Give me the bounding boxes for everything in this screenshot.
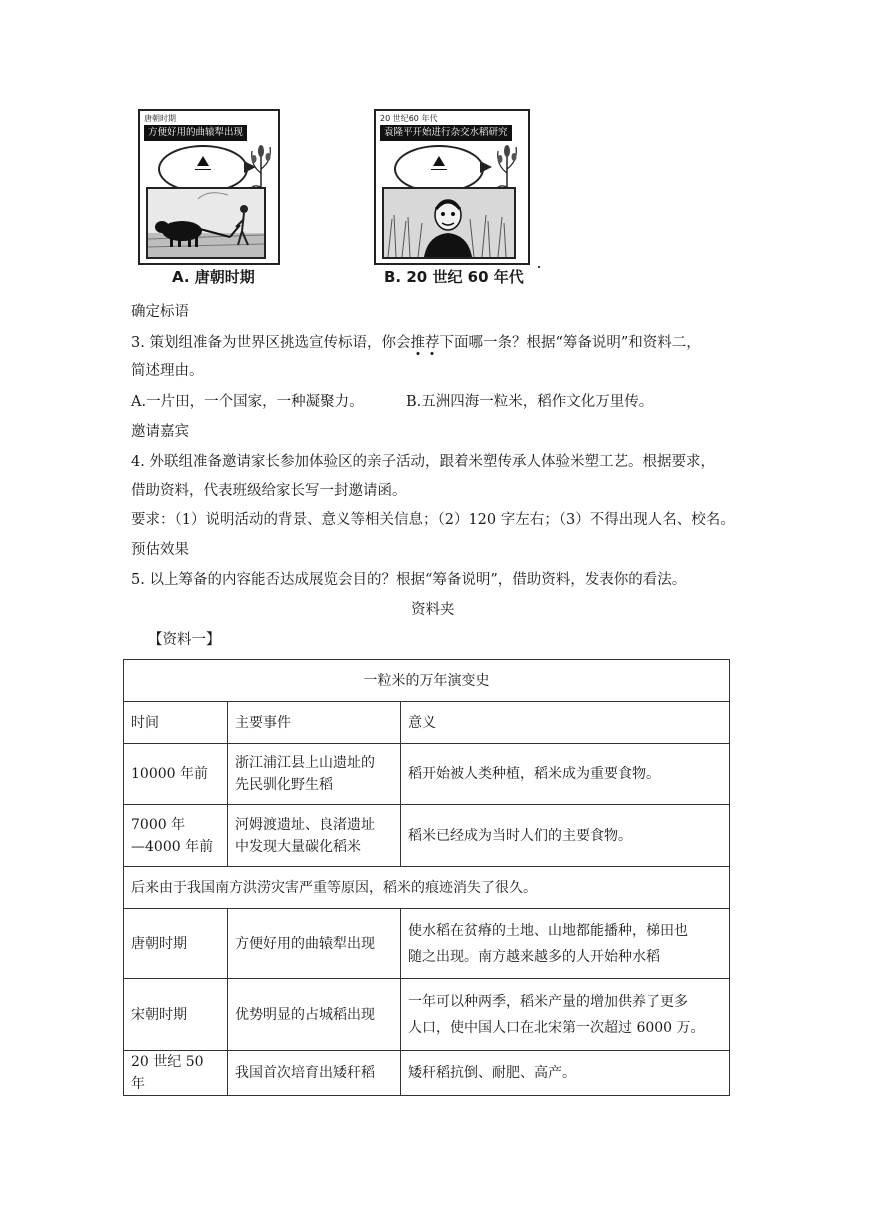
cell-meaning — [401, 909, 730, 979]
triangle-icon — [433, 156, 445, 166]
speech-bubble — [158, 145, 248, 193]
cell-event — [228, 805, 401, 867]
question-4-line-1: 4. 外联组准备邀请家长参加体验区的亲子活动，跟着米塑传承人体验米塑工艺。根据要求， — [131, 454, 715, 470]
plowing-scene — [146, 187, 266, 259]
cell-line: 矮秆稻抗倒、耐肥、高产。 — [408, 1065, 576, 1081]
speech-bubble — [394, 145, 484, 193]
question-3-emphasis — [410, 335, 439, 351]
table-row — [124, 979, 730, 1051]
option-a: A.一片田，一个国家，一种凝聚力。 — [131, 394, 364, 410]
cell-span-note: 后来由于我国南方洪涝灾害严重等原因，稻米的痕迹消失了很久。 — [124, 867, 730, 909]
cell-line: 7000 年 — [131, 816, 186, 833]
cell-event — [228, 1051, 401, 1096]
question-4-requirements: 要求：（1）说明活动的背景、意义等相关信息；（2）120 字左右；（3）不得出现人名、校名。 — [131, 512, 735, 528]
cell-line: 10000 年前 — [131, 766, 208, 782]
cell-line: 宋朝时期 — [131, 1006, 187, 1023]
triangle-icon — [197, 156, 209, 166]
stray-mark — [538, 266, 540, 268]
table-row — [124, 805, 730, 867]
cell-line: 一年可以种两季，稻米产量的增加供养了更多 — [408, 993, 688, 1010]
question-4-line-2: 借助资料，代表班级给家长写一封邀请函。 — [131, 483, 407, 499]
header-meaning: 意义 — [401, 702, 730, 744]
table-title-row — [124, 660, 730, 702]
question-3-line-2: 简述理由。 — [131, 363, 204, 379]
emphasis-char-1: 推 — [410, 335, 425, 351]
cell-meaning — [401, 1051, 730, 1096]
material-one-label: 【资料一】 — [148, 632, 221, 648]
emphasis-char-2: 荐 — [424, 335, 440, 351]
cell-line: 稻开始被人类种植，稻米成为重要食物。 — [408, 766, 660, 782]
figure-caption-b: B. 20 世纪 60 年代 — [384, 268, 524, 286]
question-3-line-1 — [131, 333, 701, 353]
cell-time — [124, 805, 228, 867]
cell-meaning — [401, 744, 730, 805]
cell-line: 稻米已经成为当时人们的主要食物。 — [408, 827, 632, 844]
portrait-illustration — [384, 189, 514, 257]
cell-line: 优势明显的占城稻出现 — [235, 1006, 375, 1023]
header-event: 主要事件 — [228, 702, 401, 744]
cell-event — [228, 744, 401, 805]
cell-meaning — [401, 805, 730, 867]
cell-line: 唐朝时期 — [131, 935, 187, 952]
cell-line: 人口，使中国人口在北宋第一次超过 6000 万。 — [408, 1019, 705, 1036]
cell-line: 我国首次培育出矮秆稻 — [235, 1065, 375, 1081]
folder-title: 资料夹 — [411, 602, 455, 618]
cell-line: 方便好用的曲辕犁出现 — [235, 935, 375, 952]
table-row — [124, 1051, 730, 1096]
blank-line — [431, 169, 447, 170]
figure-era-label: 唐朝时期 — [144, 114, 176, 123]
blank-line — [195, 169, 211, 170]
question-5-line: 5. 以上筹备的内容能否达成展览会目的？根据“筹备说明”，借助资料，发表你的看法。 — [131, 572, 687, 588]
question-3-text-a: 3. 策划组准备为世界区挑选宣传标语，你会 — [131, 335, 411, 351]
effect-heading: 预估效果 — [131, 542, 189, 558]
cell-event — [228, 909, 401, 979]
cell-meaning — [401, 979, 730, 1051]
header-time: 时间 — [124, 702, 228, 744]
table-row — [124, 744, 730, 805]
option-b: B.五洲四海一粒米，稻作文化万里传。 — [406, 394, 654, 410]
rice-field-portrait — [382, 187, 516, 259]
cell-line: 浙江浦江县上山遗址的 — [235, 755, 375, 771]
table-title: 一粒米的万年演变史 — [124, 660, 730, 702]
ox-plow-illustration — [148, 189, 264, 257]
figure-caption-a: A. 唐朝时期 — [172, 268, 255, 286]
cell-time — [124, 744, 228, 805]
figure-card-a — [138, 109, 280, 265]
table-row — [124, 909, 730, 979]
cell-line: 20 世纪 50 年 — [131, 1054, 204, 1092]
cell-time — [124, 1051, 228, 1096]
cell-line: —4000 年前 — [131, 838, 214, 855]
cell-line: 随之出现。南方越来越多的人开始种水稻 — [408, 948, 660, 965]
cell-time — [124, 979, 228, 1051]
slogan-heading: 确定标语 — [131, 304, 189, 320]
figure-banner: 方便好用的曲辕犁出现 — [144, 125, 247, 141]
figure-era-label: 20 世纪60 年代 — [380, 114, 438, 123]
cell-line: 使水稻在贫瘠的土地、山地都能播种，梯田也 — [408, 922, 688, 939]
question-3-text-b: 下面哪一条？根据“筹备说明”和资料二， — [439, 335, 701, 351]
table-header-row — [124, 702, 730, 744]
cell-line: 先民驯化野生稻 — [235, 777, 333, 793]
table-span-row — [124, 867, 730, 909]
figure-banner: 袁隆平开始进行杂交水稻研究 — [380, 125, 512, 141]
rice-history-table — [123, 659, 730, 1096]
guest-heading: 邀请嘉宾 — [131, 424, 189, 440]
cell-time — [124, 909, 228, 979]
cell-line: 河姆渡遗址、良渚遗址 — [235, 816, 375, 833]
figure-card-b — [374, 109, 530, 265]
cell-line: 中发现大量碳化稻米 — [235, 838, 361, 855]
cell-event — [228, 979, 401, 1051]
